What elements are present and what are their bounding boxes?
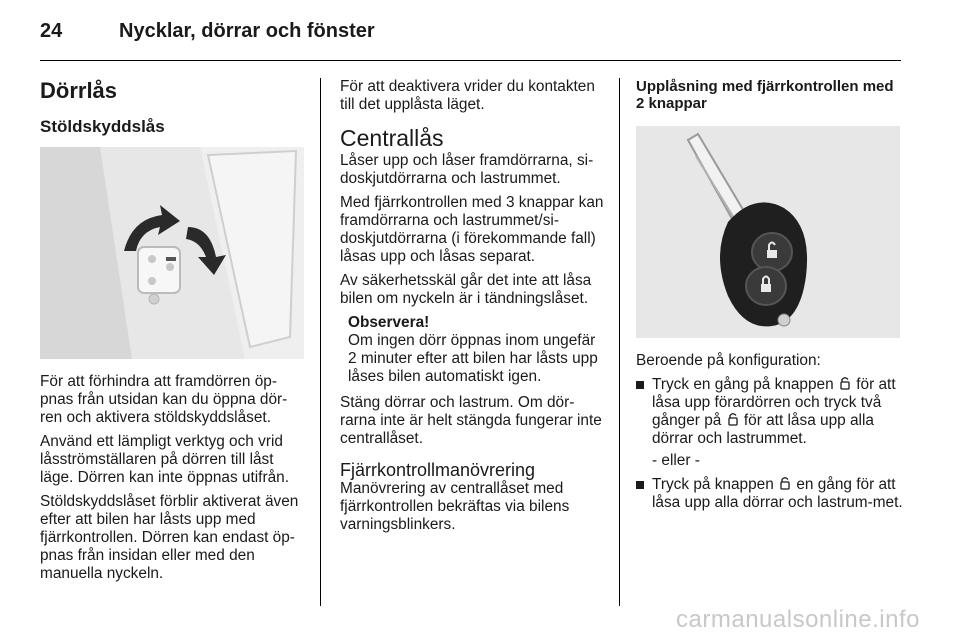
unlock-icon [728, 412, 738, 426]
bullet-list [636, 376, 904, 448]
chapter-title: Nycklar, dörrar och fönster [119, 20, 375, 42]
paragraph: Låser upp och låser framdörrarna, si-doskjutdörrarna och lastrummet. [340, 152, 594, 187]
paragraph: Beroende på konfiguration: [636, 352, 821, 369]
header-rule [40, 60, 901, 61]
column-3 [636, 78, 904, 516]
note-box [348, 314, 608, 386]
door-lock-illustration [40, 147, 304, 359]
note-title: Observera! [348, 314, 430, 331]
list-item: Tryck på knappen en gång för att låsa upp alla dörrar och lastrum-met. [636, 476, 904, 512]
column-1 [40, 78, 306, 589]
subheading-antitheft-lock: Stöldskyddslås [40, 117, 165, 136]
paragraph: Med fjärrkontrollen med 3 knappar kan framdörrarna och lastrummet/si-doskjutdörrarna (i förekommande fall) låsas upp och låsas separat. [340, 194, 604, 265]
column-divider [619, 78, 620, 606]
or-separator: - eller - [652, 452, 700, 469]
unlock-icon [840, 376, 850, 390]
column-divider [320, 78, 321, 606]
list-item: Tryck en gång på knappen för att låsa upp förardörren och tryck två gånger på för att låsa upp alla dörrar och lastrummet. [636, 376, 904, 448]
subheading-two-button-remote: Upplåsning med fjärrkontrollen med 2 knappar [636, 78, 894, 112]
paragraph: Använd ett lämpligt verktyg och vrid låsströmställaren på dörren till låst läge. Dörren kan inte öppnas utifrån. [40, 433, 289, 486]
remote-key-illustration [636, 126, 900, 338]
column-2 [340, 78, 608, 540]
note-text: Om ingen dörr öppnas inom ungefär 2 minuter efter att bilen har låsts upp låses bilen automatiskt igen. [348, 332, 598, 385]
unlock-icon [780, 476, 790, 490]
bullet-marker [636, 381, 644, 389]
paragraph: Stäng dörrar och lastrum. Om dör-rarna inte är helt stängda fungerar inte centrallåset. [340, 394, 602, 447]
paragraph: Av säkerhetsskäl går det inte att låsa bilen om nyckeln är i tändningslåset. [340, 272, 592, 307]
watermark: carmanualsonline.info [676, 606, 920, 633]
paragraph: För att förhindra att framdörren öp-pnas från utsidan kan du öppna dör-ren och aktivera stöldskyddslåset. [40, 373, 288, 426]
bullet-marker [636, 481, 644, 489]
bullet-list [636, 476, 904, 512]
paragraph: Stöldskyddslåset förblir aktiverat även efter att bilen har låsts upp med fjärrkontrollen. Dörren kan endast öp-pnas från insidan eller med den manuella nyckeln. [40, 493, 299, 582]
paragraph: Manövrering av centrallåset med fjärrkontrollen bekräftas via bilens varningsblinkers. [340, 480, 570, 533]
section-heading-central-locking: Centrallås [340, 125, 444, 151]
subheading-remote-control: Fjärrkontrollmanövrering [340, 460, 536, 480]
paragraph: För att deaktivera vrider du kontakten till det upplåsta läget. [340, 78, 595, 113]
page-number: 24 [40, 20, 63, 42]
section-heading-door-locks: Dörrlås [40, 78, 118, 103]
